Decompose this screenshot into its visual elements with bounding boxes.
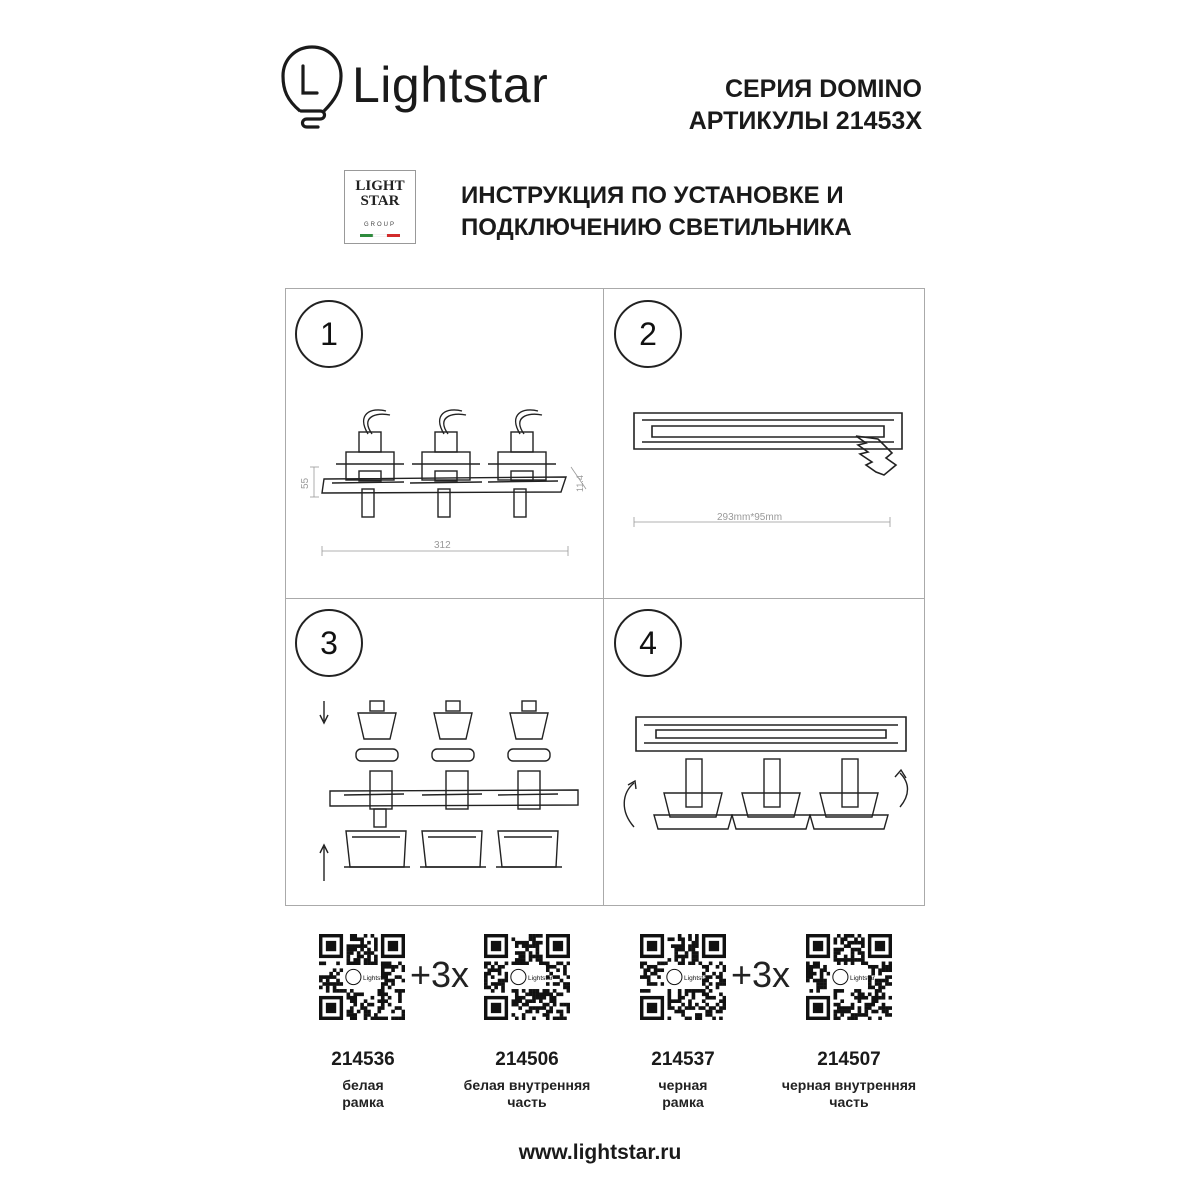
series-title: СЕРИЯ DOMINO xyxy=(724,75,922,103)
part-code-214506: 214506 xyxy=(495,1049,559,1070)
step-2-number: 2 xyxy=(614,300,682,368)
step-4-panel xyxy=(603,598,925,906)
article-numbers: АРТИКУЛЫ 21453X xyxy=(688,107,922,135)
qr-code-214507 xyxy=(806,934,892,1020)
lightstar-group-emblem xyxy=(344,170,416,244)
multiplier-label-1: +3x xyxy=(410,954,470,995)
flag-stripe-icon xyxy=(360,234,400,237)
step-1-illustration xyxy=(286,289,604,599)
part-desc-line-2: часть xyxy=(507,1094,547,1110)
part-desc-214537 xyxy=(593,1077,773,1111)
rotate-right-arrow-icon xyxy=(900,773,908,807)
step-4-number: 4 xyxy=(614,609,682,677)
instruction-title-line-1: ИНСТРУКЦИЯ ПО УСТАНОВКЕ И xyxy=(461,182,844,209)
part-desc-214506 xyxy=(437,1077,617,1111)
qr-logo-text: Lightstar xyxy=(363,975,388,983)
qr-logo-text: Lightstar xyxy=(528,975,553,983)
part-desc-line-2: рамка xyxy=(662,1094,704,1110)
qr-code-214537 xyxy=(640,934,726,1020)
part-desc-214507 xyxy=(759,1077,939,1111)
dim-thickness-label: 11.4 xyxy=(575,475,585,492)
website-url: www.lightstar.ru xyxy=(518,1141,682,1164)
part-desc-line-1: белая внутренняя xyxy=(463,1077,591,1093)
emblem-line-1: LIGHT xyxy=(355,178,405,194)
step-1-number: 1 xyxy=(295,300,363,368)
step-3-number: 3 xyxy=(295,609,363,677)
series-info xyxy=(689,73,922,137)
step-3-panel xyxy=(285,598,605,906)
part-code-214507: 214507 xyxy=(817,1049,881,1070)
instruction-title xyxy=(461,180,852,244)
lightbulb-logo-icon xyxy=(281,44,343,130)
part-desc-line-1: белая xyxy=(342,1077,384,1093)
part-code-214537: 214537 xyxy=(651,1049,715,1070)
rotate-left-arrow-icon xyxy=(624,783,634,827)
instruction-title-line-2: ПОДКЛЮЧЕНИЮ СВЕТИЛЬНИКА xyxy=(461,214,852,241)
qr-code-214506 xyxy=(484,934,570,1020)
step-2-panel xyxy=(603,288,925,600)
dim-height-label: 55 xyxy=(300,477,311,489)
qr-logo-text: Lightstar xyxy=(684,975,709,983)
part-desc-214536 xyxy=(273,1077,453,1111)
part-desc-line-2: часть xyxy=(829,1094,869,1110)
emblem-line-2: STAR xyxy=(360,193,400,209)
part-desc-line-1: черная внутренняя xyxy=(781,1077,917,1093)
multiplier-label-2: +3x xyxy=(731,954,791,995)
step-2-illustration xyxy=(604,289,924,599)
step-4-illustration xyxy=(604,599,924,905)
step-3-illustration xyxy=(286,599,604,905)
qr-logo-text: Lightstar xyxy=(850,975,875,983)
part-desc-line-1: черная xyxy=(658,1077,708,1093)
qr-code-214536 xyxy=(319,934,405,1020)
dim-width-label: 312 xyxy=(434,540,451,551)
part-code-214536: 214536 xyxy=(331,1049,395,1070)
part-desc-line-2: рамка xyxy=(342,1094,384,1110)
brand-name: Lightstar xyxy=(352,57,549,113)
dim-cutout-label: 293mm*95mm xyxy=(717,512,783,523)
step-1-panel xyxy=(285,288,605,600)
emblem-line-3: GROUP xyxy=(363,222,396,228)
